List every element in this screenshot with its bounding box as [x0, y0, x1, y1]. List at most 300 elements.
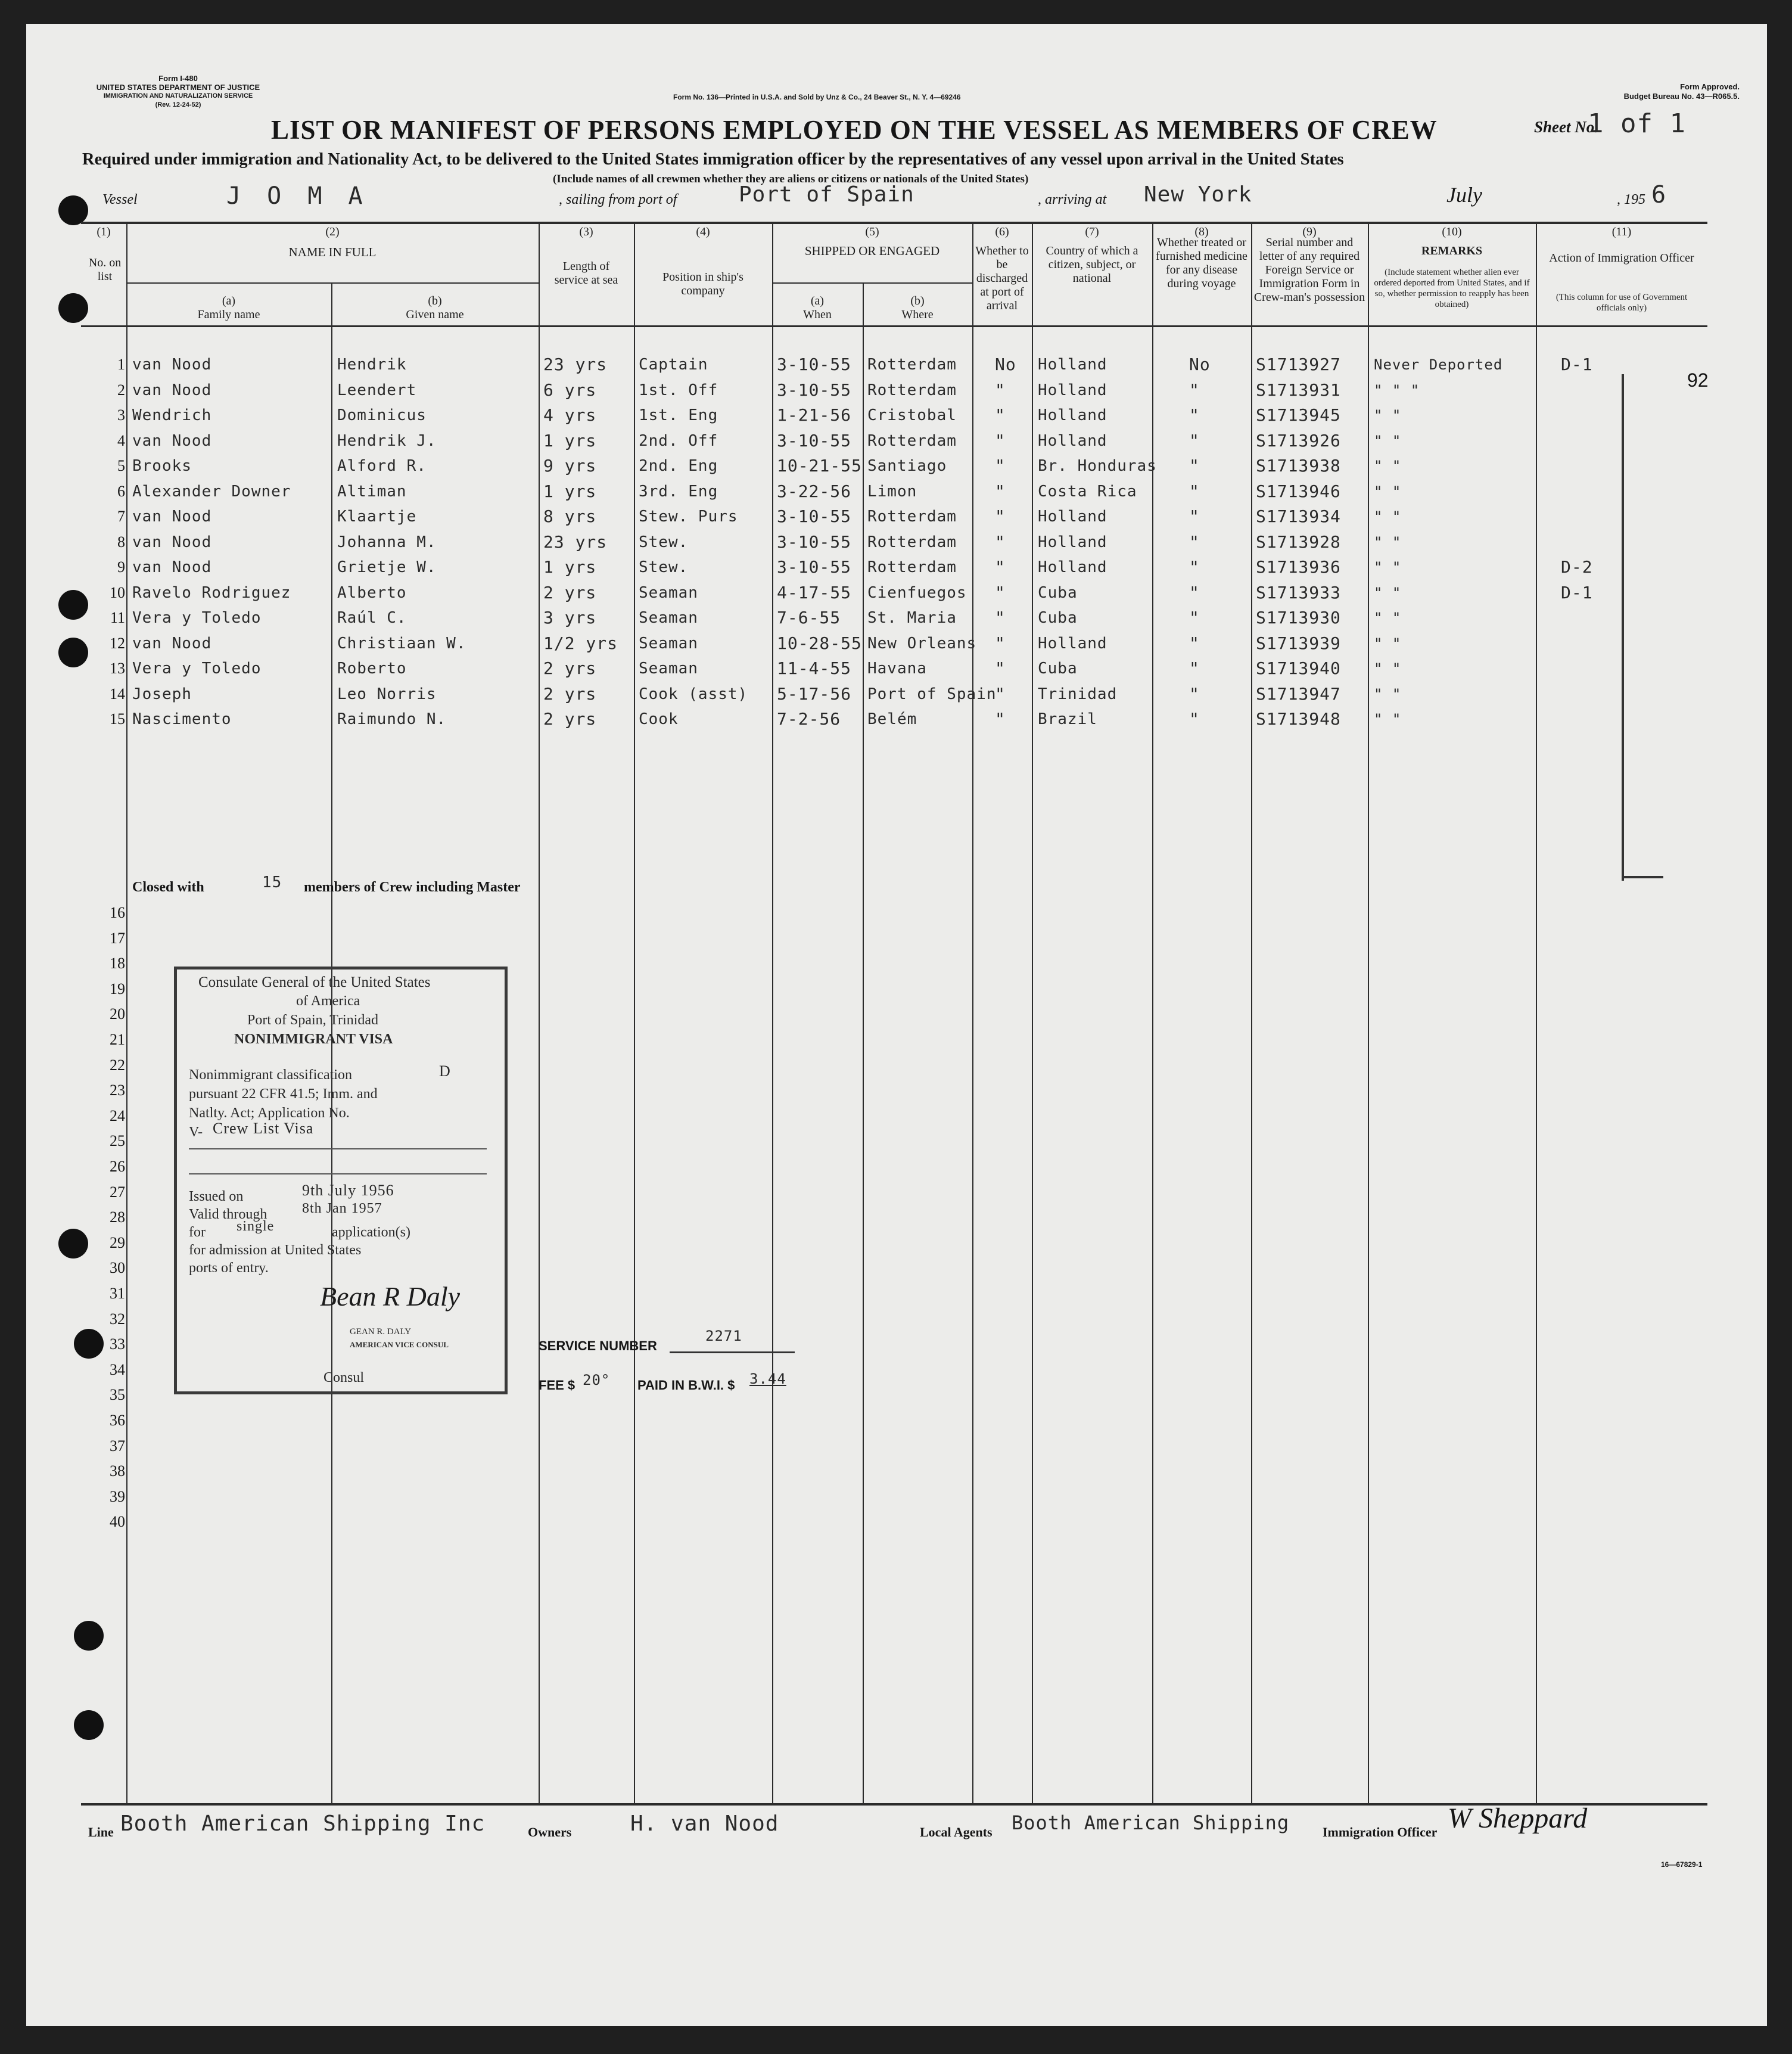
- remarks-cell: " ": [1374, 483, 1402, 500]
- shipped-where-cell: New Orleans: [867, 634, 977, 652]
- year-digit: 6: [1651, 181, 1667, 209]
- country-cell: Holland: [1038, 508, 1107, 526]
- stamp-for-label: for: [189, 1225, 206, 1240]
- remarks-cell: " ": [1374, 432, 1402, 449]
- discharge-cell: ": [995, 456, 1006, 476]
- row-number: 24: [110, 1107, 125, 1124]
- arriving-port: New York: [1144, 182, 1252, 207]
- punch-hole: [58, 293, 88, 323]
- col8-header: Whether treated or furnished medicine for any disease during voyage: [1156, 236, 1247, 290]
- vessel-label: Vessel: [102, 192, 138, 207]
- family-name-cell: Ravelo Rodriguez: [132, 583, 291, 602]
- closing-count: 15: [262, 874, 282, 891]
- serial-cell: S1713931: [1256, 380, 1341, 400]
- position-cell: Stew.: [639, 533, 689, 551]
- shipped-when-cell: 3-10-55: [777, 355, 852, 374]
- medicine-cell: ": [1189, 658, 1200, 678]
- fee-label: FEE $: [539, 1378, 575, 1393]
- service-cell: 1/2 yrs: [543, 633, 618, 653]
- country-cell: Holland: [1038, 533, 1107, 551]
- serial-cell: S1713946: [1256, 481, 1341, 501]
- position-cell: 2nd. Eng: [639, 457, 718, 475]
- row-number: 39: [110, 1487, 125, 1505]
- shipped-where-cell: Rotterdam: [867, 558, 957, 576]
- country-cell: Trinidad: [1038, 685, 1118, 703]
- remarks-cell: " ": [1374, 711, 1402, 728]
- given-name-cell: Christiaan W.: [337, 634, 466, 652]
- given-name-cell: Altiman: [337, 482, 407, 501]
- action-cell: D-1: [1561, 355, 1593, 374]
- shipped-when-cell: 5-17-56: [777, 683, 852, 704]
- remarks-cell: " ": [1374, 458, 1402, 474]
- discharge-cell: ": [995, 430, 1006, 450]
- shipped-where-cell: Port of Spain: [867, 685, 997, 703]
- col-rule: [772, 223, 773, 1804]
- position-cell: Cook: [639, 710, 679, 728]
- service-cell: 6 yrs: [543, 380, 597, 400]
- name-subheader-rule: [126, 282, 539, 284]
- given-name-cell: Leo Norris: [337, 685, 437, 703]
- stamp-admission: for admission at United States: [189, 1242, 362, 1258]
- row-number: 6: [117, 482, 125, 500]
- given-name-cell: Johanna M.: [337, 533, 437, 551]
- col3-header: Length of service at sea: [554, 260, 618, 287]
- service-cell: 8 yrs: [543, 506, 597, 526]
- family-name-cell: van Nood: [132, 508, 212, 526]
- row-number: 17: [110, 929, 125, 947]
- row-number: 22: [110, 1056, 125, 1074]
- col-rule: [126, 223, 127, 1804]
- medicine-cell: ": [1189, 430, 1200, 450]
- row-number: 23: [110, 1082, 125, 1099]
- punch-hole: [74, 1621, 104, 1651]
- row-number: 5: [117, 457, 125, 474]
- country-cell: Holland: [1038, 356, 1107, 374]
- col11-note: (This column for use of Government officials only): [1555, 293, 1688, 313]
- family-name-cell: Wendrich: [132, 406, 212, 424]
- sailing-port: Port of Spain: [739, 182, 914, 207]
- position-cell: 1st. Off: [639, 381, 718, 399]
- col4-header: Position in ship's company: [662, 271, 743, 297]
- position-cell: Seaman: [639, 583, 698, 602]
- footer-code: 16—67829-1: [1661, 1860, 1703, 1869]
- shipped-when-cell: 4-17-55: [777, 582, 852, 602]
- row-number: 15: [110, 710, 125, 728]
- sheet-label: Sheet No.: [1534, 118, 1598, 136]
- revision: (Rev. 12-24-52): [155, 101, 201, 108]
- shipped-when-cell: 3-10-55: [777, 506, 852, 526]
- discharge-cell: ": [995, 658, 1006, 678]
- printer-note: Form No. 136—Printed in U.S.A. and Sold by Unz & Co., 24 Beaver St., N. Y. 4—69246: [673, 93, 961, 101]
- serial-cell: S1713934: [1256, 506, 1341, 526]
- stamp-america: of America: [296, 993, 360, 1009]
- serial-cell: S1713936: [1256, 557, 1341, 577]
- shipped-where-cell: Rotterdam: [867, 508, 957, 526]
- col9-header: Serial number and letter of any required Foreign Service or Immigration Form in Crew-man's possession: [1253, 236, 1365, 304]
- shipped-where-cell: Cristobal: [867, 406, 957, 424]
- serial-cell: S1713947: [1256, 683, 1341, 704]
- row-number: 19: [110, 980, 125, 998]
- row-number: 26: [110, 1158, 125, 1175]
- row-number: 32: [110, 1310, 125, 1328]
- remarks-cell: " ": [1374, 407, 1402, 424]
- action-bracket-foot: [1622, 876, 1663, 878]
- serial-cell: S1713945: [1256, 405, 1341, 425]
- row-number: 20: [110, 1005, 125, 1023]
- given-name-cell: Raimundo N.: [337, 710, 447, 728]
- medicine-cell: ": [1189, 405, 1200, 425]
- paid-value: 3.44: [749, 1371, 786, 1387]
- col7-header: Country of which a citizen, subject, or national: [1046, 244, 1138, 285]
- shipped-where-cell: Rotterdam: [867, 431, 957, 450]
- stamp-consulate: Consulate General of the United States: [198, 974, 431, 990]
- service-name: IMMIGRATION AND NATURALIZATION SERVICE: [103, 92, 253, 100]
- shipped-when-cell: 11-4-55: [777, 658, 852, 678]
- stamp-natlty: Natlty. Act; Application No.: [189, 1105, 350, 1121]
- serial-cell: S1713939: [1256, 633, 1341, 653]
- country-cell: Holland: [1038, 406, 1107, 424]
- medicine-cell: ": [1189, 582, 1200, 602]
- row-number: 35: [110, 1386, 125, 1404]
- country-cell: Cuba: [1038, 660, 1078, 678]
- family-name-cell: Vera y Toledo: [132, 660, 262, 678]
- stamp-rule: [189, 1148, 487, 1149]
- family-name-cell: Nascimento: [132, 710, 232, 728]
- row-number: 38: [110, 1462, 125, 1480]
- service-cell: 1 yrs: [543, 430, 597, 450]
- col10-number: (10): [1442, 225, 1462, 238]
- action-bracket: [1622, 374, 1624, 881]
- col6-number: (6): [995, 225, 1009, 238]
- shipped-where-cell: Rotterdam: [867, 533, 957, 551]
- punch-hole: [58, 195, 88, 225]
- shipped-where-cell: Rotterdam: [867, 356, 957, 374]
- col11-number: (11): [1611, 225, 1632, 238]
- service-number-value: 2271: [705, 1328, 742, 1344]
- col5b-header: (b) Where: [901, 294, 934, 321]
- family-name-cell: van Nood: [132, 356, 212, 374]
- shipped-where-cell: Santiago: [867, 457, 947, 475]
- serial-cell: S1713933: [1256, 582, 1341, 602]
- col11-header: Action of Immigration Officer: [1549, 251, 1694, 265]
- country-cell: Costa Rica: [1038, 482, 1137, 501]
- position-cell: Seaman: [639, 634, 698, 652]
- discharge-cell: ": [995, 380, 1006, 400]
- vessel-name: J O M A: [226, 182, 369, 210]
- col2b-header: (b) Given name: [406, 294, 464, 321]
- row-number: 37: [110, 1437, 125, 1455]
- service-cell: 1 yrs: [543, 557, 597, 577]
- shipped-where-cell: Limon: [867, 482, 917, 501]
- service-cell: 3 yrs: [543, 608, 597, 627]
- stamp-valid-label: Valid through: [189, 1207, 267, 1222]
- row-number: 30: [110, 1259, 125, 1277]
- service-cell: 2 yrs: [543, 683, 597, 704]
- col4-number: (4): [696, 225, 710, 238]
- country-cell: Holland: [1038, 431, 1107, 450]
- row-number: 8: [117, 533, 125, 551]
- shipped-when-cell: 1-21-56: [777, 405, 852, 425]
- row-number: 36: [110, 1412, 125, 1429]
- row-number: 14: [110, 685, 125, 703]
- shipped-when-cell: 3-10-55: [777, 380, 852, 400]
- stamp-v: V-: [189, 1124, 203, 1140]
- service-cell: 2 yrs: [543, 582, 597, 602]
- shipped-where-cell: Havana: [867, 660, 927, 678]
- position-cell: Stew.: [639, 558, 689, 576]
- shipped-when-cell: 7-2-56: [777, 709, 841, 729]
- row-number: 7: [117, 508, 125, 525]
- stamp-ports: ports of entry.: [189, 1260, 269, 1276]
- position-cell: Cook (asst): [639, 685, 748, 703]
- stamp-application: application(s): [332, 1225, 410, 1240]
- department: UNITED STATES DEPARTMENT OF JUSTICE: [96, 83, 260, 92]
- remarks-cell: " ": [1374, 685, 1402, 703]
- owners-label: Owners: [528, 1825, 572, 1839]
- medicine-cell: ": [1189, 557, 1200, 577]
- line-label: Line: [88, 1825, 114, 1839]
- given-name-cell: Roberto: [337, 660, 407, 678]
- service-cell: 1 yrs: [543, 481, 597, 501]
- shipped-when-cell: 7-6-55: [777, 608, 841, 627]
- country-cell: Cuba: [1038, 583, 1078, 602]
- medicine-cell: ": [1189, 633, 1200, 653]
- year-label: , 195: [1617, 192, 1645, 207]
- serial-cell: S1713948: [1256, 709, 1341, 729]
- country-cell: Cuba: [1038, 609, 1078, 627]
- row-number: 40: [110, 1513, 125, 1531]
- approval-block: [1525, 82, 1740, 101]
- col5a-header: (a) When: [803, 294, 832, 321]
- col10-note: (Include statement whether alien ever ordered deported from United States, and if so, whether permission to reapply has been obtained): [1374, 268, 1530, 309]
- medicine-cell: ": [1189, 481, 1200, 501]
- action-cell: D-1: [1561, 582, 1593, 602]
- agents-label: Local Agents: [920, 1825, 993, 1839]
- remarks-cell: Never Deported: [1374, 356, 1503, 373]
- given-name-cell: Alberto: [337, 583, 407, 602]
- col-rule: [1032, 223, 1033, 1804]
- shipped-subheader-rule: [772, 282, 972, 284]
- discharge-cell: ": [995, 709, 1006, 729]
- position-cell: Captain: [639, 356, 708, 374]
- row-number: 33: [110, 1335, 125, 1353]
- given-name-cell: Raúl C.: [337, 609, 407, 627]
- stamp-rule: [189, 1173, 487, 1174]
- punch-hole: [74, 1710, 104, 1740]
- shipped-where-cell: Cienfuegos: [867, 583, 967, 602]
- officer-label: Immigration Officer: [1323, 1825, 1438, 1839]
- stamp-consul: Consul: [323, 1370, 365, 1385]
- medicine-cell: ": [1189, 683, 1200, 704]
- given-name-cell: Alford R.: [337, 457, 427, 475]
- col3-number: (3): [579, 225, 593, 238]
- closing-suffix: members of Crew including Master: [304, 880, 521, 895]
- country-cell: Brazil: [1038, 710, 1097, 728]
- sheet-value: 1 of 1: [1588, 108, 1686, 139]
- stamp-app-no: Crew List Visa: [213, 1120, 314, 1137]
- given-name-cell: Hendrik: [337, 356, 407, 374]
- family-name-cell: Vera y Toledo: [132, 609, 262, 627]
- row-number: 29: [110, 1233, 125, 1251]
- discharge-cell: ": [995, 633, 1006, 653]
- page-number: 92: [1687, 369, 1709, 391]
- row-number: 4: [117, 431, 125, 449]
- table-top-rule: [81, 222, 1707, 224]
- remarks-cell: " ": [1374, 660, 1402, 677]
- col9-number: (9): [1302, 225, 1317, 238]
- row-number: 18: [110, 955, 125, 972]
- stamp-issued-label: Issued on: [189, 1189, 244, 1204]
- family-name-cell: van Nood: [132, 634, 212, 652]
- row-number: 13: [110, 660, 125, 677]
- discharge-cell: ": [995, 557, 1006, 577]
- remarks-cell: " ": [1374, 533, 1402, 551]
- arriving-label: , arriving at: [1038, 192, 1107, 207]
- serial-cell: S1713938: [1256, 456, 1341, 476]
- col2-number: (2): [325, 225, 340, 238]
- shipped-when-cell: 3-10-55: [777, 430, 852, 450]
- stamp-port: Port of Spain, Trinidad: [247, 1012, 379, 1028]
- family-name-cell: van Nood: [132, 431, 212, 450]
- approval: Form Approved.: [1680, 82, 1740, 91]
- closing-prefix: Closed with: [132, 880, 204, 895]
- budget: Budget Bureau No. 43—R065.5.: [1623, 92, 1740, 101]
- remarks-cell: " ": [1374, 584, 1402, 601]
- service-cell: 2 yrs: [543, 709, 597, 729]
- row-number: 31: [110, 1285, 125, 1302]
- stamp-signature: Bean R Daly: [320, 1281, 461, 1312]
- service-cell: 4 yrs: [543, 405, 597, 425]
- family-name-cell: van Nood: [132, 533, 212, 551]
- col5-number: (5): [865, 225, 879, 238]
- col1-header: No. on list: [88, 256, 122, 283]
- service-number-rule: [670, 1351, 795, 1353]
- stamp-valid-value: 8th Jan 1957: [302, 1201, 382, 1216]
- family-name-cell: Alexander Downer: [132, 482, 291, 501]
- family-name-cell: Joseph: [132, 685, 192, 703]
- stamp-class-value: D: [439, 1062, 451, 1080]
- medicine-cell: No: [1189, 355, 1211, 374]
- row-number: 11: [110, 609, 125, 626]
- row-number: 9: [117, 558, 125, 576]
- stamp-visa-type: NONIMMIGRANT VISA: [234, 1031, 393, 1047]
- service-cell: 9 yrs: [543, 456, 597, 476]
- country-cell: Holland: [1038, 634, 1107, 652]
- shipped-when-cell: 3-10-55: [777, 532, 852, 552]
- shipped-where-cell: St. Maria: [867, 609, 957, 627]
- country-cell: Holland: [1038, 558, 1107, 576]
- col8-number: (8): [1194, 225, 1209, 238]
- col-rule: [972, 223, 973, 1804]
- medicine-cell: ": [1189, 456, 1200, 476]
- col-rule: [1368, 223, 1369, 1804]
- row-number: 28: [110, 1208, 125, 1226]
- position-cell: 1st. Eng: [639, 406, 718, 424]
- medicine-cell: ": [1189, 506, 1200, 526]
- discharge-cell: ": [995, 582, 1006, 602]
- medicine-cell: ": [1189, 532, 1200, 552]
- line-value: Booth American Shipping Inc: [120, 1811, 486, 1836]
- col2-header: NAME IN FULL: [288, 245, 377, 259]
- col2a-header: (a) Family name: [197, 294, 260, 321]
- col10-header: REMARKS: [1421, 244, 1483, 257]
- row-number: 25: [110, 1132, 125, 1150]
- shipped-where-cell: Belém: [867, 710, 917, 728]
- discharge-cell: ": [995, 481, 1006, 501]
- serial-cell: S1713928: [1256, 532, 1341, 552]
- service-cell: 23 yrs: [543, 355, 608, 374]
- fee-value: 20°: [583, 1372, 611, 1388]
- discharge-cell: ": [995, 506, 1006, 526]
- given-name-cell: Dominicus: [337, 406, 427, 424]
- include-note: (Include names of all crewmen whether they are aliens or citizens or nationals of the United States): [553, 173, 1029, 185]
- discharge-cell: ": [995, 608, 1006, 627]
- remarks-cell: " ": [1374, 559, 1402, 576]
- serial-cell: S1713940: [1256, 658, 1341, 678]
- col-rule: [1251, 223, 1252, 1804]
- medicine-cell: ": [1189, 709, 1200, 729]
- col7-number: (7): [1085, 225, 1099, 238]
- visa-stamp: [174, 967, 508, 1394]
- col-rule: [863, 284, 864, 1804]
- action-cell: D-2: [1561, 557, 1593, 577]
- stamp-officer-title: AMERICAN VICE CONSUL: [350, 1340, 449, 1349]
- remarks-cell: " ": [1374, 635, 1402, 652]
- stamp-issued-value: 9th July 1956: [302, 1182, 394, 1199]
- position-cell: 2nd. Off: [639, 431, 718, 450]
- page-title: LIST OR MANIFEST OF PERSONS EMPLOYED ON THE VESSEL AS MEMBERS OF CREW: [271, 115, 1438, 145]
- form-id: Form I-480: [158, 74, 198, 83]
- service-cell: 2 yrs: [543, 658, 597, 678]
- medicine-cell: ": [1189, 380, 1200, 400]
- discharge-cell: ": [995, 683, 1006, 704]
- row-number: 1: [117, 356, 125, 373]
- col6-header: Whether to be discharged at port of arrival: [975, 244, 1029, 312]
- stamp-pursuant: pursuant 22 CFR 41.5; Imm. and: [189, 1086, 378, 1102]
- col-rule: [1536, 223, 1537, 1804]
- position-cell: Seaman: [639, 609, 698, 627]
- row-number: 10: [110, 583, 125, 601]
- serial-cell: S1713930: [1256, 608, 1341, 627]
- col-rule: [634, 223, 635, 1804]
- given-name-cell: Hendrik J.: [337, 431, 437, 450]
- paid-label: PAID IN B.W.I. $: [637, 1378, 735, 1393]
- owners-value: H. van Nood: [630, 1811, 779, 1836]
- medicine-cell: ": [1189, 608, 1200, 627]
- discharge-cell: ": [995, 405, 1006, 425]
- stamp-officer: GEAN R. DALY: [350, 1327, 412, 1337]
- col-rule: [539, 223, 540, 1804]
- row-number: 16: [110, 904, 125, 921]
- given-name-cell: Klaartje: [337, 508, 417, 526]
- stamp-for-value: single: [237, 1219, 275, 1234]
- agents-value: Booth American Shipping: [1012, 1811, 1290, 1834]
- country-cell: Holland: [1038, 381, 1107, 399]
- service-cell: 23 yrs: [543, 532, 608, 552]
- header-bottom-rule: [81, 325, 1707, 327]
- serial-cell: S1713927: [1256, 355, 1341, 374]
- form-id-block: [80, 74, 276, 110]
- row-number: 27: [110, 1183, 125, 1201]
- country-cell: Br. Honduras: [1038, 457, 1157, 475]
- family-name-cell: van Nood: [132, 558, 212, 576]
- shipped-when-cell: 10-21-55: [777, 456, 862, 476]
- row-number: 12: [110, 634, 125, 652]
- sailing-label: , sailing from port of: [559, 192, 677, 207]
- officer-signature: W Sheppard: [1448, 1803, 1588, 1834]
- stamp-classification: Nonimmigrant classification: [189, 1067, 352, 1083]
- service-number-label: SERVICE NUMBER: [539, 1338, 657, 1353]
